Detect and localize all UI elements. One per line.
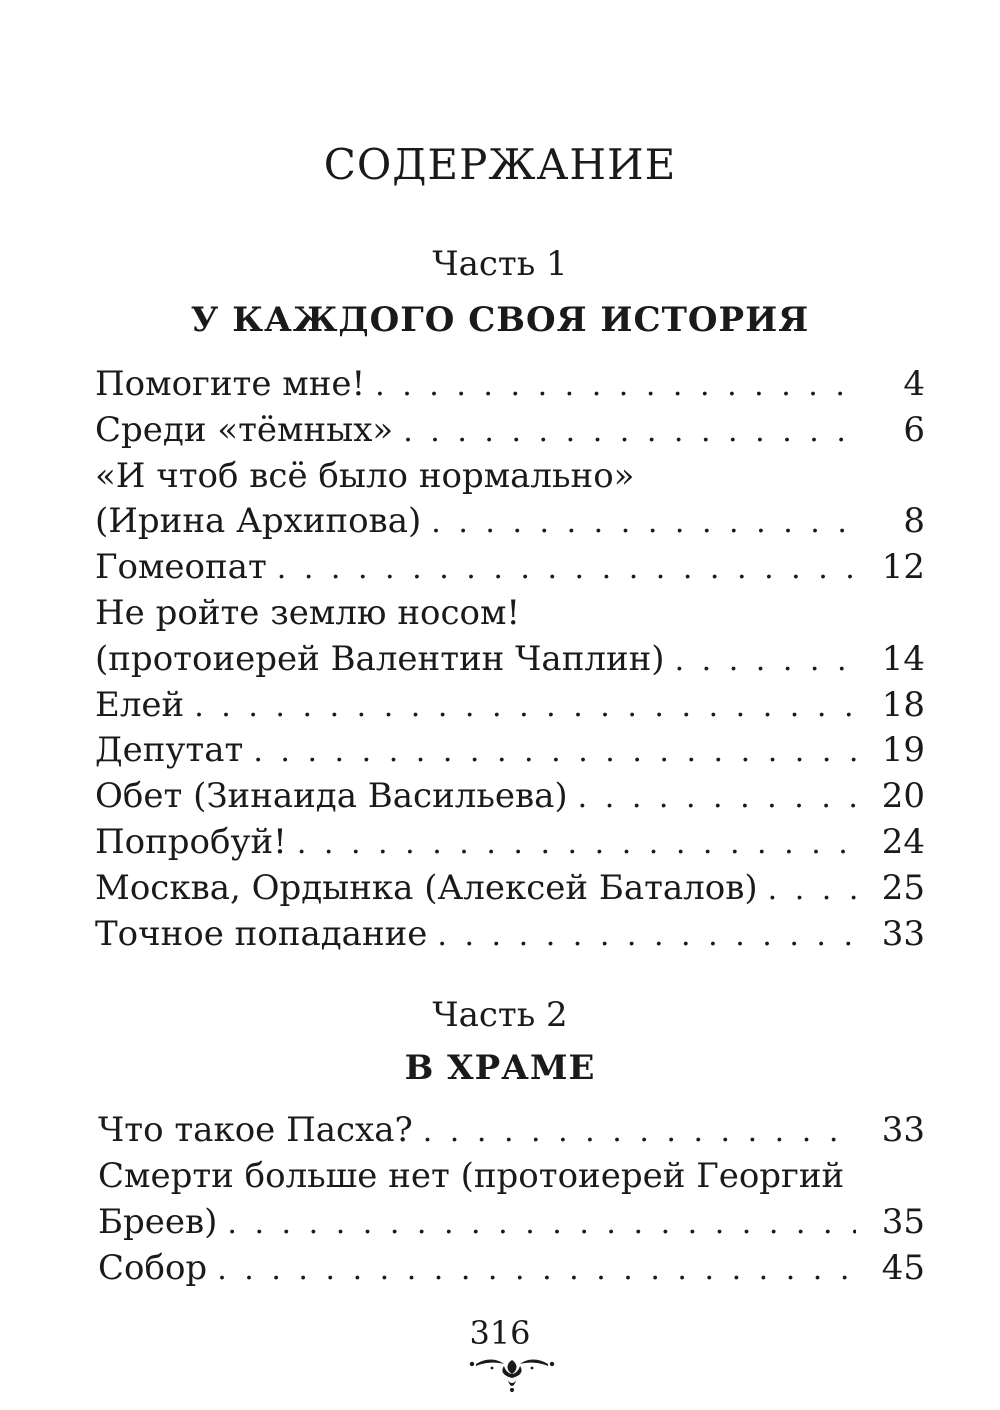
toc-entry[interactable] [95, 868, 925, 914]
toc-entry[interactable] [95, 776, 925, 822]
dot-leader [375, 368, 859, 403]
toc-entry-page: 24 [881, 821, 925, 862]
toc-entry[interactable] [95, 593, 925, 639]
toc-entry-page: 33 [881, 1110, 925, 1150]
toc-entry-title: Что такое Пасха? [98, 1110, 413, 1150]
toc-entry[interactable] [95, 501, 925, 547]
toc-entry-page: 35 [881, 1202, 925, 1242]
dot-leader [227, 1206, 855, 1241]
toc-entry[interactable] [95, 822, 925, 868]
toc-entry-title: Гомеопат [95, 547, 267, 588]
ornament-flourish-icon [468, 1354, 556, 1394]
toc-entry-page: 25 [881, 867, 925, 908]
toc-entry-page: 6 [903, 409, 925, 450]
toc-part-1 [95, 364, 925, 959]
dot-leader [768, 872, 856, 907]
toc-entry-page: 33 [881, 913, 925, 954]
toc-entry-page: 14 [881, 638, 925, 679]
dot-leader [277, 551, 856, 586]
toc-entry-title: Депутат [95, 730, 244, 771]
dot-leader [431, 505, 859, 540]
dot-leader [675, 643, 856, 678]
toc-entry-page: 12 [881, 547, 925, 588]
dot-leader [253, 734, 855, 769]
toc-entry-title: (протоиерей Валентин Чаплин) [95, 638, 665, 679]
toc-entry[interactable] [95, 456, 925, 502]
toc-entry-page: 8 [903, 501, 925, 542]
dot-leader [217, 1252, 856, 1287]
toc-entry[interactable] [95, 730, 925, 776]
toc-entry-page: 18 [881, 684, 925, 725]
page-number: 316 [469, 1314, 531, 1352]
dot-leader [297, 826, 856, 861]
dot-leader [194, 689, 856, 724]
toc-entry-title: Точное попадание [95, 913, 428, 954]
toc-entry-title: Смерти больше нет (протоиерей Георгий [98, 1156, 845, 1196]
toc-entry[interactable] [95, 410, 925, 456]
toc-entry[interactable] [98, 1248, 925, 1294]
toc-entry-title: «И чтоб всё было нормально» [95, 455, 635, 496]
dot-leader [437, 918, 855, 953]
toc-entry-title: Собор [98, 1248, 208, 1288]
toc-entry[interactable] [98, 1110, 925, 1156]
toc-entry-title: Бреев) [98, 1202, 218, 1242]
dot-leader [423, 1114, 856, 1149]
toc-entry[interactable] [95, 364, 925, 410]
toc-entry[interactable] [95, 914, 925, 960]
toc-entry-title: Среди «тёмных» [95, 409, 394, 450]
part-2-title: В ХРАМЕ [404, 1048, 596, 1088]
page-title: СОДЕРЖАНИЕ [323, 140, 677, 189]
toc-part-2 [98, 1110, 925, 1294]
toc-entry[interactable] [95, 547, 925, 593]
toc-entry-title: Обет (Зинаида Васильева) [95, 776, 568, 817]
dot-leader [403, 414, 859, 449]
toc-entry-page: 45 [881, 1248, 925, 1288]
toc-entry-title: Попробуй! [95, 821, 287, 862]
toc-entry-title: Москва, Ордынка (Алексей Баталов) [95, 867, 758, 908]
toc-entry-title: Помогите мне! [95, 364, 366, 404]
toc-entry[interactable] [98, 1202, 925, 1248]
toc-entry-title: Не ройте землю носом! [95, 592, 521, 633]
toc-entry[interactable] [95, 685, 925, 731]
toc-entry[interactable] [95, 639, 925, 685]
toc-entry[interactable] [98, 1156, 925, 1202]
toc-entry-title: Елей [95, 684, 185, 725]
part-2-label: Часть 2 [432, 995, 568, 1035]
part-1-title: У КАЖДОГО СВОЯ ИСТОРИЯ [190, 300, 810, 340]
toc-entry-page: 20 [881, 776, 925, 817]
toc-entry-page: 4 [903, 364, 925, 404]
part-1-label: Часть 1 [432, 244, 568, 284]
toc-entry-page: 19 [881, 730, 925, 771]
dot-leader [578, 780, 856, 815]
toc-entry-title: (Ирина Архипова) [95, 501, 422, 542]
